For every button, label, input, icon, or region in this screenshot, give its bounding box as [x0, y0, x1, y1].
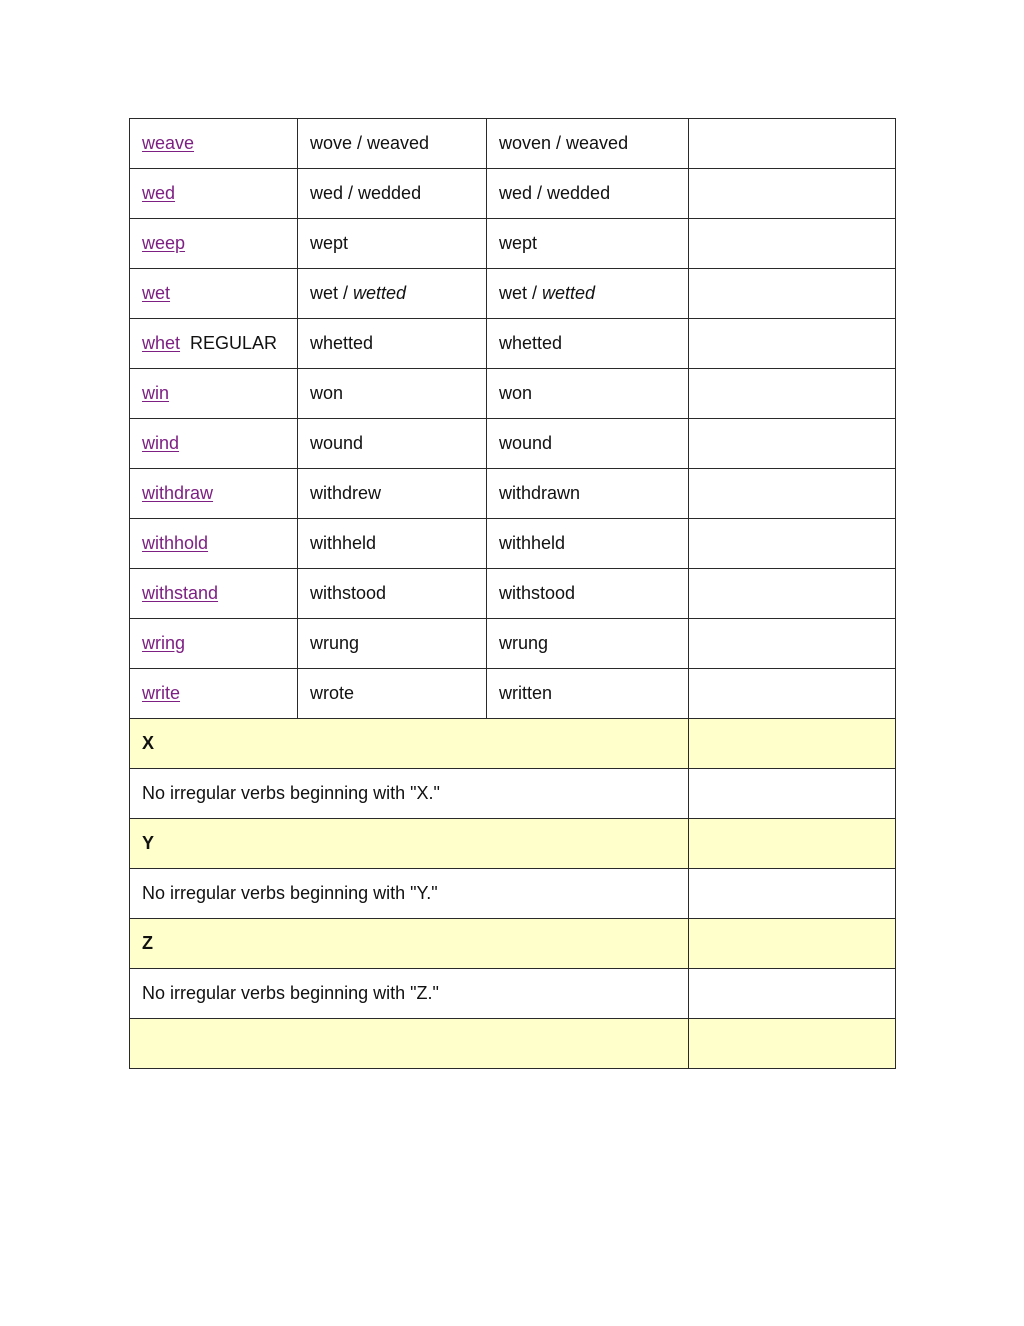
verb-link-withdraw[interactable]: withdraw [142, 483, 214, 503]
base-form-cell [130, 119, 298, 169]
past-tense-cell [298, 269, 487, 319]
empty-cell [689, 419, 896, 469]
past-participle-cell: whetted [487, 319, 689, 369]
irregular-verbs-table [129, 118, 896, 1069]
past-tense-cell: wrung [298, 619, 487, 669]
base-form-cell [130, 169, 298, 219]
section-message-z: No irregular verbs beginning with "Z." [130, 969, 689, 1019]
verb-link-withstand[interactable]: withstand [142, 583, 219, 603]
past-participle-italic: wetted [542, 283, 596, 303]
past-participle-cell: woven / weaved [487, 119, 689, 169]
verb-link-write[interactable]: write [142, 683, 181, 703]
base-form-cell [130, 269, 298, 319]
verb-link-wet[interactable]: wet [142, 283, 171, 303]
past-tense-cell: wrote [298, 669, 487, 719]
table-row [130, 619, 896, 669]
empty-cell [689, 369, 896, 419]
verb-link-withhold[interactable]: withhold [142, 533, 209, 553]
base-form-cell [130, 519, 298, 569]
base-form-cell [130, 219, 298, 269]
section-header-row [130, 819, 896, 869]
past-tense-cell: wound [298, 419, 487, 469]
regular-note: REGULAR [190, 333, 278, 353]
base-form-cell [130, 569, 298, 619]
table-row [130, 419, 896, 469]
empty-cell [689, 819, 896, 869]
section-message-x: No irregular verbs beginning with "X." [130, 769, 689, 819]
section-message-row [130, 969, 896, 1019]
past-tense-cell: withheld [298, 519, 487, 569]
verb-link-wind[interactable]: wind [142, 433, 180, 453]
base-form-cell [130, 469, 298, 519]
section-message-row [130, 769, 896, 819]
table-row [130, 269, 896, 319]
base-form-cell [130, 369, 298, 419]
past-participle-plain: wet / [499, 283, 543, 303]
table-row [130, 369, 896, 419]
table-row [130, 169, 896, 219]
base-form-cell [130, 669, 298, 719]
past-participle-cell: written [487, 669, 689, 719]
past-participle-cell: withstood [487, 569, 689, 619]
empty-cell [689, 669, 896, 719]
past-tense-cell: whetted [298, 319, 487, 369]
table-row [130, 319, 896, 369]
empty-cell [689, 469, 896, 519]
verb-link-win[interactable]: win [142, 383, 170, 403]
base-form-cell [130, 619, 298, 669]
verb-link-wed[interactable]: wed [142, 183, 176, 203]
verb-link-wring[interactable]: wring [142, 633, 186, 653]
empty-cell [689, 169, 896, 219]
verb-link-weep[interactable]: weep [142, 233, 186, 253]
past-participle-cell: withheld [487, 519, 689, 569]
table-row [130, 469, 896, 519]
table-row [130, 219, 896, 269]
empty-cell [689, 919, 896, 969]
empty-cell [689, 219, 896, 269]
base-form-cell [130, 319, 298, 369]
empty-cell [689, 719, 896, 769]
empty-cell [689, 319, 896, 369]
past-participle-cell: withdrawn [487, 469, 689, 519]
past-tense-plain: wet / [310, 283, 354, 303]
past-participle-cell: wound [487, 419, 689, 469]
past-tense-cell: wove / weaved [298, 119, 487, 169]
past-tense-cell: wed / wedded [298, 169, 487, 219]
empty-cell [689, 769, 896, 819]
empty-cell [689, 119, 896, 169]
empty-cell [689, 969, 896, 1019]
empty-cell [689, 269, 896, 319]
section-letter-x: X [130, 719, 689, 769]
empty-highlight-row [130, 1019, 896, 1069]
section-header-row [130, 719, 896, 769]
past-participle-cell: wept [487, 219, 689, 269]
table-row [130, 569, 896, 619]
past-participle-cell: won [487, 369, 689, 419]
table-row [130, 519, 896, 569]
past-tense-cell: wept [298, 219, 487, 269]
verb-link-weave[interactable]: weave [142, 133, 195, 153]
table-row [130, 669, 896, 719]
empty-cell [689, 619, 896, 669]
section-header-row [130, 919, 896, 969]
past-tense-cell: withdrew [298, 469, 487, 519]
empty-cell [130, 1019, 689, 1069]
base-form-cell [130, 419, 298, 469]
section-letter-y: Y [130, 819, 689, 869]
table-row [130, 119, 896, 169]
verb-link-whet[interactable]: whet [142, 333, 181, 353]
past-participle-cell: wed / wedded [487, 169, 689, 219]
past-tense-cell: withstood [298, 569, 487, 619]
past-tense-cell: won [298, 369, 487, 419]
empty-cell [689, 519, 896, 569]
empty-cell [689, 1019, 896, 1069]
section-letter-z: Z [130, 919, 689, 969]
past-participle-cell: wrung [487, 619, 689, 669]
past-tense-italic: wetted [353, 283, 407, 303]
section-message-y: No irregular verbs beginning with "Y." [130, 869, 689, 919]
section-message-row [130, 869, 896, 919]
empty-cell [689, 569, 896, 619]
empty-cell [689, 869, 896, 919]
past-participle-cell [487, 269, 689, 319]
